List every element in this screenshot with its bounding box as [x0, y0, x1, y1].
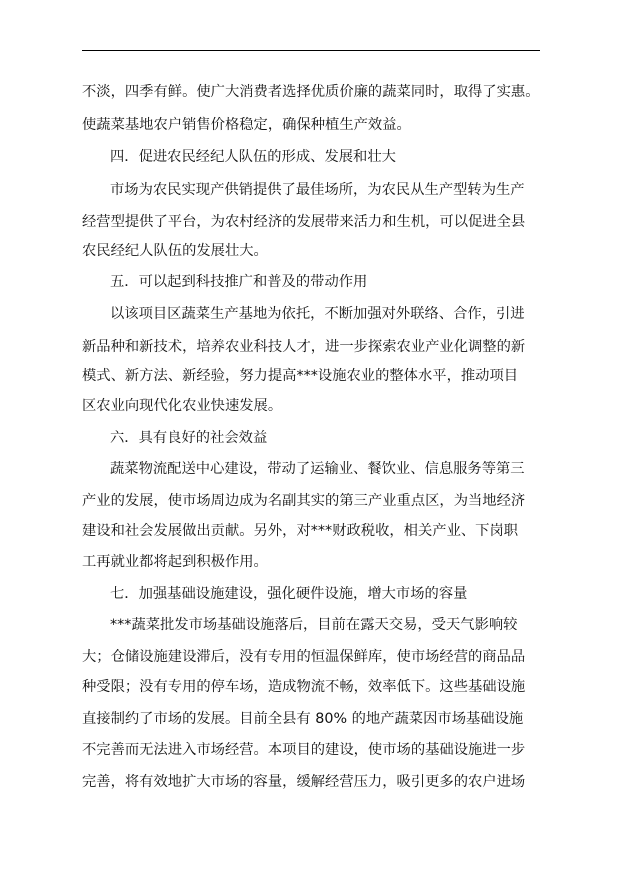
- text-line-8: 以该项目区蔬菜生产基地为依托，不断加强对外联络、合作，引进: [110, 306, 525, 322]
- section-heading-4: 四．促进农民经纪人队伍的形成、发展和壮大: [110, 149, 396, 165]
- text-line-4: 市场为农民实现产供销提供了最佳场所，为农民从生产型转为生产: [110, 182, 525, 198]
- text-line-14: 产业的发展，使市场周边成为名副其实的第三产业重点区，为当地经济: [82, 493, 526, 509]
- text-line-1: 不淡，四季有鲜。使广大消费者选择优质价廉的蔬菜同时，取得了实惠。: [82, 84, 540, 100]
- text-line-19: 大；仓储设施建设滞后，没有专用的恒温保鲜库，使市场经营的商品品: [82, 649, 526, 665]
- text-line-23: 完善，将有效地扩大市场的容量，缓解经营压力，吸引更多的农户进场: [82, 774, 526, 790]
- text-line-5: 经营型提供了平台，为农村经济的发展带来活力和生机，可以促进全县: [82, 214, 526, 230]
- text-line-16: 工再就业都将起到积极作用。: [82, 554, 268, 570]
- text-line-20: 种受限；没有专用的停车场，造成物流不畅，效率低下。这些基础设施: [82, 679, 526, 695]
- text-line-9: 新品种和新技术，培养农业科技人才，进一步探索农业产业化调整的新: [82, 339, 526, 355]
- section-heading-7: 七．加强基础设施建设，强化硬件设施，增大市场的容量: [110, 586, 468, 602]
- section-heading-5: 五．可以起到科技推广和普及的带动作用: [110, 274, 368, 290]
- text-line-22: 不完善而无法进入市场经营。本项目的建设，使市场的基础设施进一步: [82, 742, 526, 758]
- text-line-2: 使蔬菜基地农户销售价格稳定，确保种植生产效益。: [82, 117, 411, 133]
- header-rule: [82, 50, 540, 51]
- text-line-21: 直接制约了市场的发展。目前全县有 80% 的地产蔬菜因市场基础设施: [82, 711, 524, 727]
- section-heading-6: 六．具有良好的社会效益: [110, 430, 268, 446]
- text-line-13: 蔬菜物流配送中心建设，带动了运输业、餐饮业、信息服务等第三: [110, 461, 525, 477]
- text-line-10: 模式、新方法、新经验，努力提高***设施农业的整体水平，推动项目: [82, 368, 519, 384]
- text-line-18: ***蔬菜批发市场基础设施落后，目前在露天交易，受天气影响较: [110, 617, 518, 633]
- text-line-6: 农民经纪人队伍的发展壮大。: [82, 243, 268, 259]
- text-line-11: 区农业向现代化农业快速发展。: [82, 398, 283, 414]
- text-line-15: 建设和社会发展做出贡献。另外，对***财政税收，相关产业、下岗职: [82, 523, 519, 539]
